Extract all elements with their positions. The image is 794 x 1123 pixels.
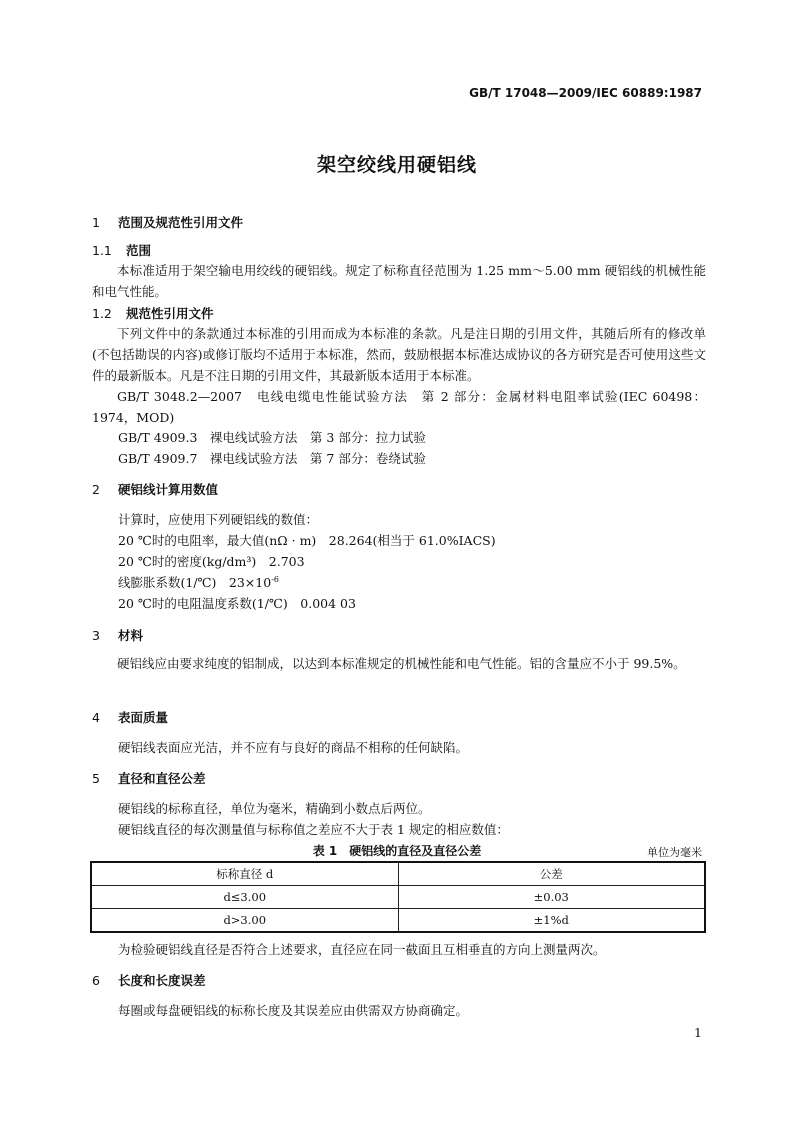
section-6-heading: [92, 971, 206, 989]
scope-paragraph: 本标准适用于架空输电用绞线的硬铝线。规定了标称直径范围为 1.25 mm～5.00 mm 硬铝线的机械性能和电气性能。: [92, 263, 706, 299]
section-number: 1: [92, 215, 100, 230]
section-number: 6: [92, 973, 100, 988]
reference-item: GB/T 4909.3 裸电线试验方法 第 3 部分：拉力试验: [118, 430, 426, 445]
table-row: [91, 886, 705, 909]
temperature-coefficient-value: 20 ℃时的电阻温度系数(1/℃) 0.004 03: [118, 596, 356, 611]
resistivity-value: 20 ℃时的电阻率，最大值(nΩ · m) 28.264(相当于 61.0%IACS): [118, 533, 496, 548]
section-3-heading: [92, 626, 143, 644]
calculation-intro: 计算时，应使用下列硬铝线的数值：: [118, 512, 319, 527]
measurement-note: 为检验硬铝线直径是否符合上述要求，直径应在同一截面且互相垂直的方向上测量两次。: [118, 942, 606, 957]
section-number: 1.1: [92, 243, 112, 258]
section-1-heading: [92, 213, 243, 231]
length-paragraph: 每圈或每盘硬铝线的标称长度及其误差应由供需双方协商确定。: [118, 1003, 469, 1018]
section-5-heading: [92, 769, 206, 787]
table-row: [91, 909, 705, 933]
table-caption: 表 1 硬铝线的直径及直径公差: [312, 844, 482, 858]
normative-references-paragraph: 下列文件中的条款通过本标准的引用而成为本标准的条款。凡是注日期的引用文件，其随后所有的修改单(不包括勘误的内容)或修订版均不适用于本标准，然而，鼓励根据本标准达成协议的各方研究是否可使用这些文件的最新版本。凡是不注日期的引用文件，其最新版本适用于本标准。: [92, 326, 706, 383]
density-value: 20 ℃时的密度(kg/dm³) 2.703: [118, 554, 305, 569]
surface-quality-paragraph: 硬铝线表面应光洁，并不应有与良好的商品不相称的任何缺陷。: [118, 740, 469, 755]
section-title: 表面质量: [118, 710, 169, 725]
section-title: 范围及规范性引用文件: [118, 215, 244, 230]
section-number: 4: [92, 710, 100, 725]
section-title: 硬铝线计算用数值: [118, 482, 219, 497]
table-unit: 单位为毫米: [647, 846, 702, 859]
reference-item: GB/T 4909.7 裸电线试验方法 第 7 部分：卷绕试验: [118, 451, 426, 466]
section-number: 5: [92, 771, 100, 786]
section-title: 直径和直径公差: [118, 771, 206, 786]
table-cell: ±1%d: [398, 909, 705, 933]
table-cell: d≤3.00: [91, 886, 398, 909]
standard-number-header: GB/T 17048—2009/IEC 60889:1987: [469, 86, 702, 100]
section-title: 范围: [126, 243, 152, 258]
section-2-heading: [92, 480, 218, 498]
section-number: 3: [92, 628, 100, 643]
section-title: 规范性引用文件: [126, 306, 214, 321]
column-header: 标称直径 d: [91, 862, 398, 886]
exponent: -6: [271, 574, 279, 584]
table-cell: ±0.03: [398, 886, 705, 909]
page-number: 1: [694, 1025, 702, 1040]
section-title: 材料: [118, 628, 144, 643]
section-number: 1.2: [92, 306, 112, 321]
column-header: 公差: [398, 862, 705, 886]
section-number: 2: [92, 482, 100, 497]
table-cell: d>3.00: [91, 909, 398, 933]
reference-item: GB/T 3048.2—2007 电线电缆电性能试验方法 第 2 部分：金属材料电阻率试验(IEC 60498：1974，MOD): [92, 389, 706, 425]
section-1-2-heading: [92, 304, 214, 322]
diameter-paragraph-1: 硬铝线的标称直径，单位为毫米，精确到小数点后两位。: [118, 801, 431, 816]
section-title: 长度和长度误差: [118, 973, 206, 988]
material-paragraph: 硬铝线应由要求纯度的铝制成，以达到本标准规定的机械性能和电气性能。铝的含量应不小于 99.5%。: [117, 656, 686, 671]
document-title: 架空绞线用硬铝线: [316, 154, 477, 176]
section-1-1-heading: [92, 241, 151, 259]
diameter-paragraph-2: 硬铝线直径的每次测量值与标称值之差应不大于表 1 规定的相应数值：: [118, 822, 509, 837]
table-header-row: [91, 862, 705, 886]
diameter-tolerance-table: [90, 861, 706, 933]
expansion-coefficient-value: 线膨胀系数(1/℃) $23\times 10^{-6}$: [118, 574, 279, 590]
section-4-heading: [92, 708, 168, 726]
